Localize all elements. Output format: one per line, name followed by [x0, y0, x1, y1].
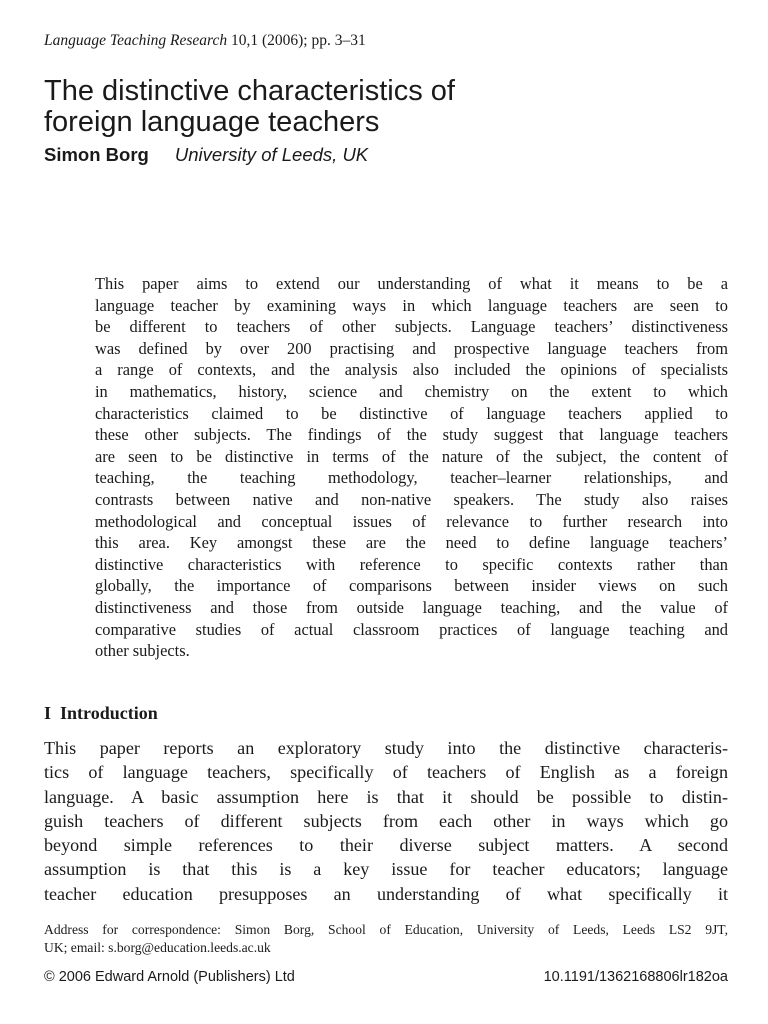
- journal-name: Language Teaching Research: [44, 32, 228, 49]
- section-title: Introduction: [60, 703, 158, 723]
- body-line: assumption is that this is a key issue for teacher educators; language: [44, 859, 728, 880]
- body-line: This paper reports an exploratory study into the distinctive characteris-: [44, 738, 728, 758]
- abstract-line: distinctiveness and those from outside language teaching, and the value of: [95, 597, 728, 617]
- abstract-line: a range of contexts, and the analysis also included the opinions of specialists: [95, 360, 728, 380]
- abstract-line: contrasts between native and non-native speakers. The study also raises: [95, 489, 728, 509]
- footnote-line: UK; email: s.borg@education.leeds.ac.uk: [44, 940, 271, 955]
- abstract-line: This paper aims to extend our understanding of what it means to be a: [95, 274, 728, 293]
- abstract-line: teaching, the teaching methodology, teacher–learner relationships, and: [95, 468, 728, 488]
- title-line: The distinctive characteristics of: [44, 75, 455, 107]
- abstract: [95, 273, 728, 662]
- abstract-line: characteristics claimed to be distinctive of language teachers applied to: [95, 403, 728, 423]
- author-affiliation: University of Leeds, UK: [174, 144, 369, 165]
- body-line: teacher education presupposes an understanding of what specifically it: [44, 883, 728, 904]
- journal-citation: [44, 31, 366, 51]
- body-line: guish teachers of different subjects from each other in ways which go: [44, 810, 728, 831]
- abstract-line: was defined by over 200 practising and prospective language teachers from: [95, 338, 728, 358]
- section-heading: [44, 702, 158, 724]
- abstract-line: this area. Key amongst these are the need to define language teachers’: [95, 533, 728, 553]
- abstract-line: distinctive characteristics with reference to specific contexts rather than: [95, 554, 728, 574]
- abstract-line: language teacher by examining ways in which language teachers are seen to: [95, 295, 728, 315]
- byline: [44, 144, 368, 166]
- abstract-line: be different to teachers of other subjects. Language teachers’ distinctiveness: [95, 317, 728, 337]
- body-line: language. A basic assumption here is that it should be possible to distin-: [44, 786, 728, 807]
- abstract-line: in mathematics, history, science and chemistry on the extent to which: [95, 381, 728, 401]
- introduction-body: [44, 736, 728, 906]
- doi-identifier: 10.1191/1362168806lr182oa: [543, 969, 728, 985]
- title-line: foreign language teachers: [44, 106, 380, 138]
- footnote-line: Address for correspondence: Simon Borg, School of Education, University of Leeds, Leeds LS2 9JT,: [44, 922, 728, 937]
- abstract-line: globally, the importance of comparisons between insider views on such: [95, 576, 728, 596]
- author-name: Simon Borg: [44, 144, 149, 165]
- body-line: tics of language teachers, specifically of teachers of English as a foreign: [44, 762, 728, 783]
- abstract-line: methodological and conceptual issues of relevance to further research into: [95, 511, 728, 531]
- abstract-line: other subjects.: [95, 641, 190, 661]
- body-line: beyond simple references to their diverse subject matters. A second: [44, 835, 728, 856]
- copyright-notice: © 2006 Edward Arnold (Publishers) Ltd: [44, 969, 295, 985]
- abstract-line: are seen to be distinctive in terms of the nature of the subject, the content of: [95, 446, 728, 466]
- correspondence-footnote: [44, 921, 728, 957]
- article-title: [44, 76, 724, 138]
- section-number: I: [44, 703, 52, 723]
- journal-issue: 10,1 (2006); pp. 3–31: [230, 32, 366, 49]
- abstract-line: these other subjects. The findings of the study suggest that language teachers: [95, 425, 728, 445]
- abstract-line: comparative studies of actual classroom practices of language teaching and: [95, 619, 728, 639]
